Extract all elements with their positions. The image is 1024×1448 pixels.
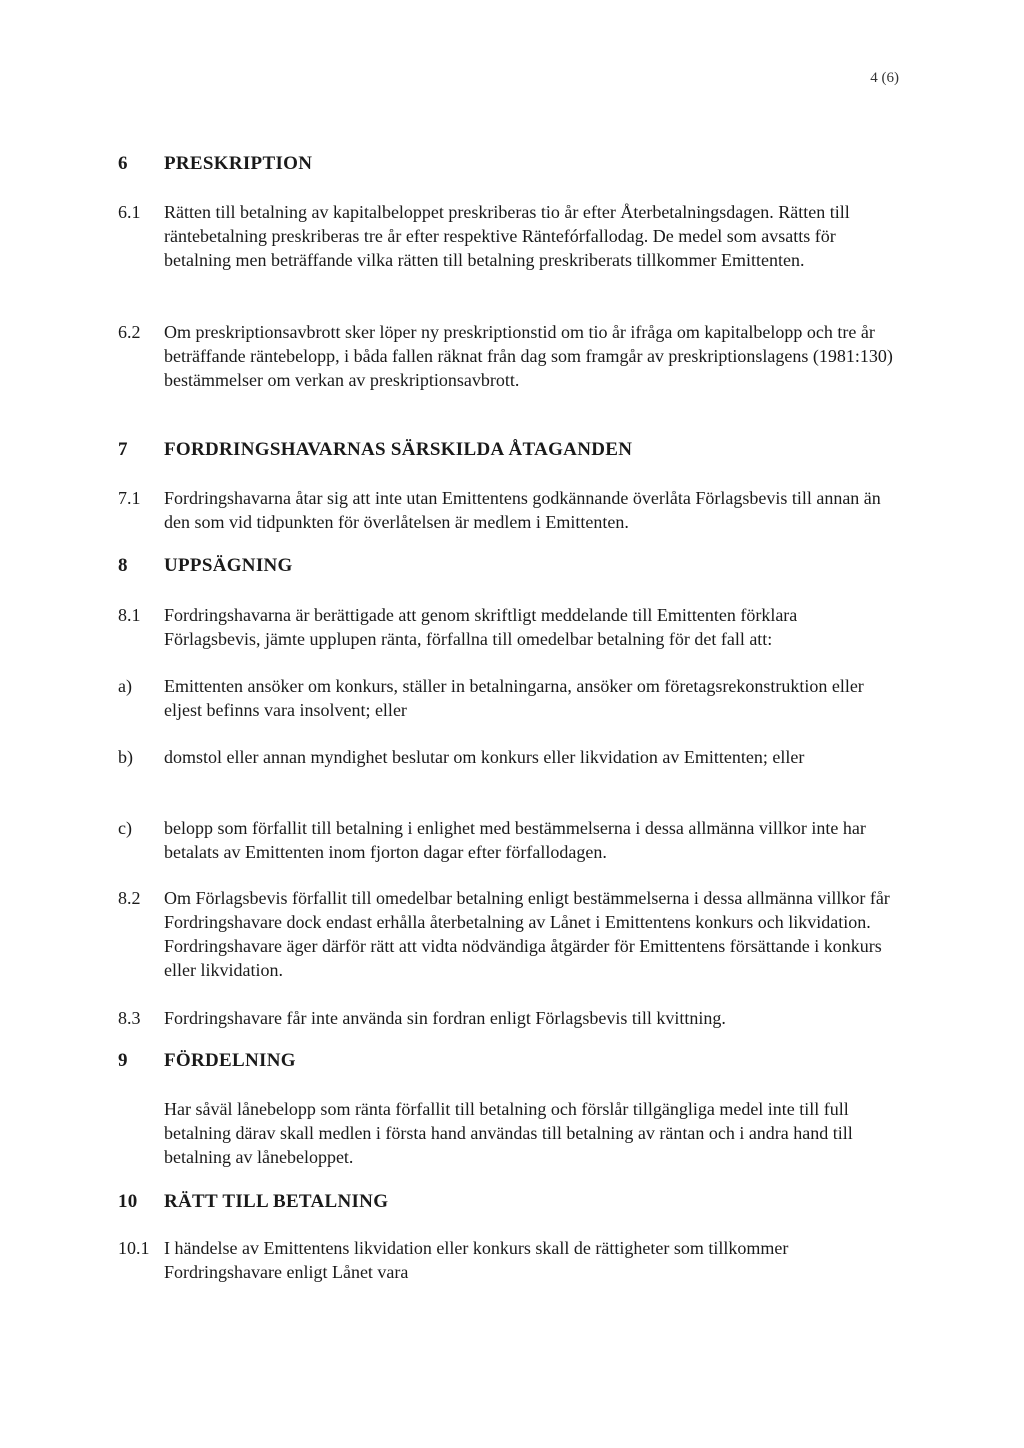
- paragraph-9: [118, 1097, 898, 1169]
- paragraph-8-1: [118, 603, 898, 651]
- paragraph-8-2: [118, 886, 898, 982]
- list-item-marker: a): [118, 676, 132, 696]
- paragraph-6-2: [118, 320, 898, 392]
- list-item-b: [118, 745, 898, 769]
- section-number: 7: [118, 439, 128, 460]
- paragraph-number: 8.1: [118, 605, 141, 625]
- list-item-marker: c): [118, 818, 132, 838]
- list-item-text: domstol eller annan myndighet beslutar om konkurs eller likvidation av Emittenten; eller: [164, 747, 805, 767]
- paragraph-number: 6.2: [118, 322, 141, 342]
- paragraph-number: 8.2: [118, 888, 141, 908]
- paragraph-number: 6.1: [118, 202, 141, 222]
- paragraph-number: 8.3: [118, 1008, 141, 1028]
- paragraph-text: Fordringshavarna åtar sig att inte utan Emittentens godkännande överlåta Förlagsbevis till annan än den som vid tidpunkten för överlåtelsen är medlem i Emittenten.: [164, 488, 881, 532]
- paragraph-text: Om Förlagsbevis förfallit till omedelbar betalning enligt bestämmelserna i dessa allmänna villkor får Fordringshavare dock endast erhålla återbetalning av Lånet i Emittentens konkurs och likvidation. Fordringshavare äger därför rätt att vidta nödvändiga åtgärder för Emittentens försättande i konkurs eller likvidation.: [164, 888, 890, 980]
- list-item-text: Emittenten ansöker om konkurs, ställer in betalningarna, ansöker om företagsrekonstruktion eller eljest befinns vara insolvent; eller: [164, 676, 864, 720]
- section-title: PRESKRIPTION: [164, 153, 313, 174]
- section-title: FÖRDELNING: [164, 1050, 296, 1071]
- paragraph-text: Fordringshavarna är berättigade att genom skriftligt meddelande till Emittenten förklara Förlagsbevis, jämte upplupen ränta, förfallna till omedelbar betalning för det fall att:: [164, 605, 798, 649]
- paragraph-7-1: [118, 486, 898, 534]
- section-number: 9: [118, 1050, 128, 1071]
- list-item-a: [118, 674, 898, 722]
- paragraph-text: Har såväl lånebelopp som ränta förfallit till betalning och förslår tillgängliga medel inte till full betalning därav skall medlen i första hand användas till betalning av räntan och i andra hand till betalning av lånebeloppet.: [164, 1099, 853, 1167]
- paragraph-text: Om preskriptionsavbrott sker löper ny preskriptionstid om tio år ifråga om kapitalbelopp och tre år beträffande räntebelopp, i båda fallen räknat från dag som framgår av preskriptionslagens (1981:130) bestämmelser om verkan av preskriptionsavbrott.: [164, 322, 893, 390]
- section-number: 6: [118, 153, 128, 174]
- paragraph-text: I händelse av Emittentens likvidation eller konkurs skall de rättigheter som tillkommer Fordringshavare enligt Lånet vara: [164, 1238, 789, 1282]
- paragraph-6-1: [118, 200, 898, 272]
- section-number: 8: [118, 555, 128, 576]
- section-title: UPPSÄGNING: [164, 555, 293, 576]
- list-item-text: belopp som förfallit till betalning i enlighet med bestämmelserna i dessa allmänna villkor inte har betalats av Emittenten inom fjorton dagar efter förfallodagen.: [164, 818, 866, 862]
- section-title: FORDRINGSHAVARNAS SÄRSKILDA ÅTAGANDEN: [164, 439, 633, 460]
- section-title: RÄTT TILL BETALNING: [164, 1191, 389, 1212]
- paragraph-8-3: [118, 1006, 898, 1030]
- paragraph-text: Rätten till betalning av kapitalbeloppet preskriberas tio år efter Återbetalningsdagen. Rätten till räntebetalning preskriberas tre år efter respektive Räntefórfallodag. De medel som avsatts för betalning men beträffande vilka rätten till betalning preskriberats tillkommer Emittenten.: [164, 202, 850, 270]
- paragraph-text: Fordringshavare får inte använda sin fordran enligt Förlagsbevis till kvittning.: [164, 1008, 726, 1028]
- paragraph-number: 7.1: [118, 488, 141, 508]
- list-item-c: [118, 816, 898, 864]
- list-item-marker: b): [118, 747, 133, 767]
- paragraph-10-1: [118, 1236, 898, 1284]
- paragraph-number: 10.1: [118, 1238, 150, 1258]
- section-number: 10: [118, 1191, 138, 1212]
- page-number: 4 (6): [870, 70, 899, 86]
